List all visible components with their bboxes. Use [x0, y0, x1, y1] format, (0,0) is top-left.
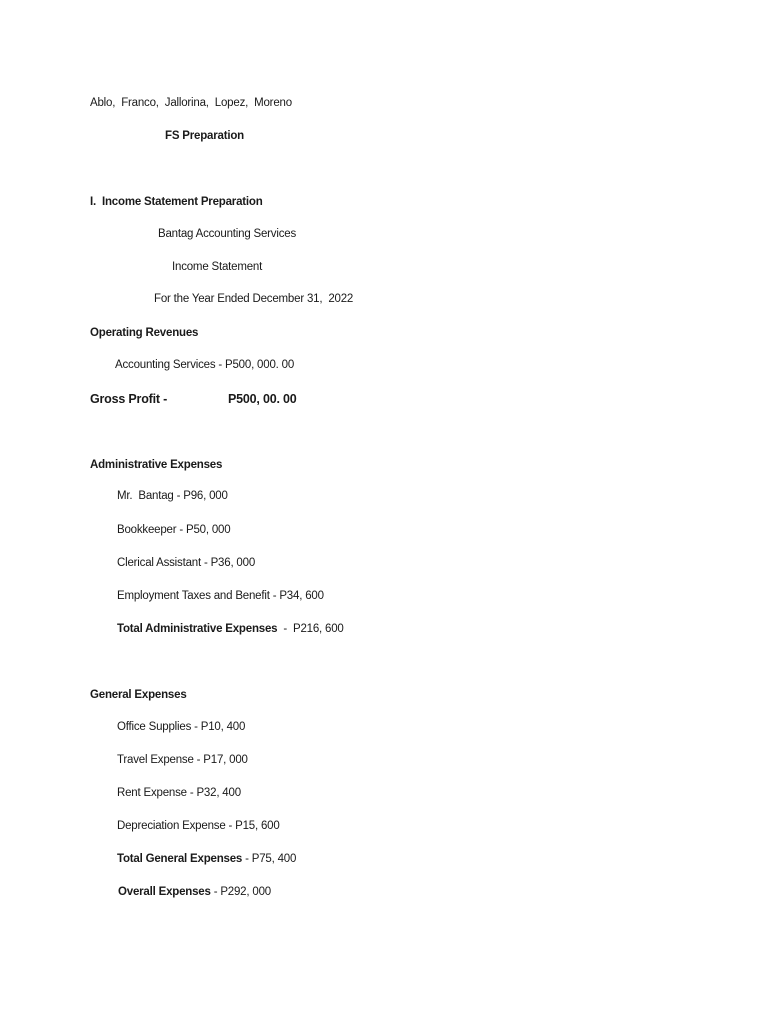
- overall-expenses-value: - P292, 000: [210, 886, 271, 898]
- statement-title: Income Statement: [172, 261, 263, 273]
- general-expense-item: Rent Expense - P32, 400: [117, 787, 241, 799]
- general-expenses-heading: General Expenses: [90, 689, 187, 701]
- admin-expense-item: Bookkeeper - P50, 000: [117, 524, 231, 536]
- admin-total-label: Total Administrative Expenses: [117, 623, 278, 635]
- company-name: Bantag Accounting Services: [158, 228, 296, 240]
- admin-expenses-total: [117, 622, 344, 636]
- operating-revenues-heading: Operating Revenues: [90, 327, 199, 339]
- general-expense-item: Office Supplies - P10, 400: [117, 721, 246, 733]
- document-title: FS Preparation: [165, 130, 244, 142]
- gross-profit-value: P500, 00. 00: [228, 392, 297, 406]
- operating-revenue-item: Accounting Services - P500, 000. 00: [115, 359, 295, 371]
- gross-profit-label: Gross Profit -: [90, 392, 168, 406]
- admin-expense-item: Mr. Bantag - P96, 000: [117, 490, 228, 502]
- overall-expenses-label: Overall Expenses: [118, 886, 211, 898]
- admin-expenses-heading: Administrative Expenses: [90, 459, 223, 471]
- statement-period: For the Year Ended December 31, 2022: [154, 293, 354, 305]
- general-expense-item: Travel Expense - P17, 000: [117, 754, 248, 766]
- overall-expenses-total: [118, 885, 271, 899]
- authors-line: Ablo, Franco, Jallorina, Lopez, Moreno: [90, 97, 292, 109]
- section-heading: I. Income Statement Preparation: [90, 196, 263, 208]
- admin-total-value: - P216, 600: [277, 623, 344, 635]
- general-total-value: - P75, 400: [242, 853, 297, 865]
- admin-expense-item: Clerical Assistant - P36, 000: [117, 557, 256, 569]
- general-expenses-total: [117, 852, 296, 866]
- admin-expense-item: Employment Taxes and Benefit - P34, 600: [117, 590, 324, 602]
- general-total-label: Total General Expenses: [117, 853, 243, 865]
- general-expense-item: Depreciation Expense - P15, 600: [117, 820, 280, 832]
